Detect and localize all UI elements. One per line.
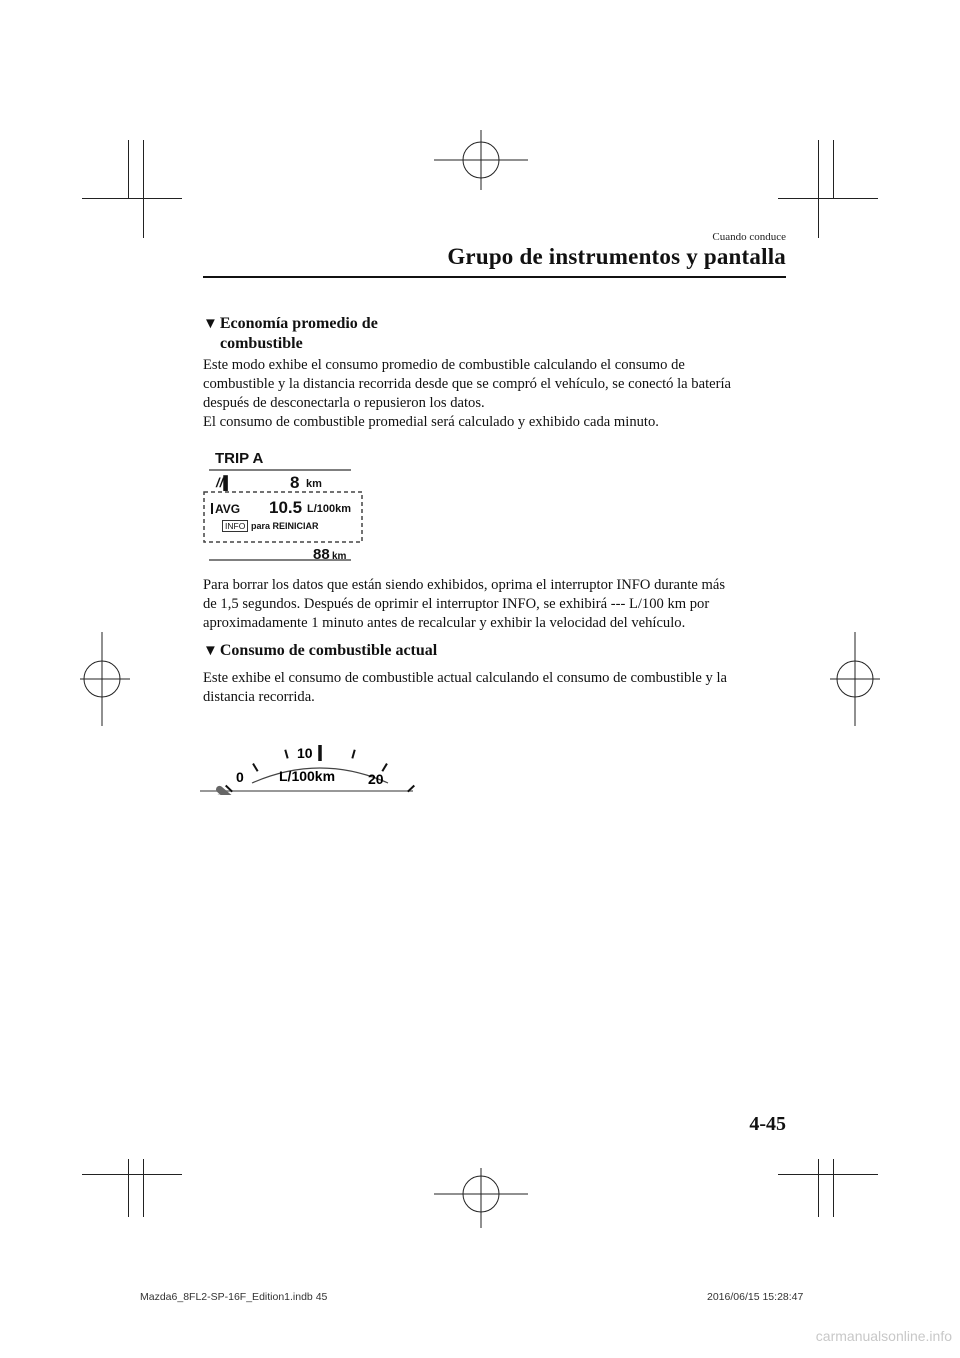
text-line: El consumo de combustible promedial será calculado y exhibido cada minuto. [203, 414, 659, 430]
heading-line: Economía promedio de [219, 315, 378, 332]
range-value: 8 [290, 473, 300, 492]
paragraph-current-consumption [203, 669, 788, 707]
text-line: de 1,5 segundos. Después de oprimir el interruptor INFO, se exhibirá --- L/100 km por [203, 596, 710, 612]
gauge-tick [253, 764, 258, 772]
odometer-value: 88 [313, 546, 330, 563]
triangle-bullet-icon: ▼ [203, 643, 218, 659]
text-line: aproximadamente 1 minuto antes de recalcular y exhibir la velocidad del vehículo. [203, 615, 686, 631]
section-label: Cuando conduce [712, 231, 786, 243]
registration-mark-bottom [434, 1168, 528, 1228]
text-line: combustible y la distancia recorrida desde que se compró el vehículo, se conectó la batería [203, 376, 732, 392]
watermark: carmanualsonline.info [815, 1328, 952, 1344]
fuel-gauge-illustration [200, 725, 415, 795]
section-heading-current-consumption [203, 641, 437, 661]
avg-label: AVG [215, 502, 241, 516]
section-heading-average-economy [203, 314, 378, 353]
registration-mark-top [434, 130, 528, 190]
odometer-unit: km [332, 551, 347, 562]
gauge-tick [352, 750, 354, 759]
title-rule [203, 276, 786, 278]
page-number: 4-45 [749, 1113, 786, 1135]
triangle-bullet-icon: ▼ [203, 316, 218, 332]
text-line: Este modo exhibe el consumo promedio de combustible calculando el consumo de [203, 357, 685, 373]
registration-mark-right [830, 632, 880, 726]
paragraph-reset-instructions [203, 576, 788, 633]
page-title: Grupo de instrumentos y pantalla [447, 244, 786, 269]
text-line: Para borrar los datos que están siendo exhibidos, oprima el interruptor INFO durante más [203, 577, 726, 593]
reset-text: para REINICIAR [251, 521, 319, 531]
text-line: después de desconectarla o repusieron los datos. [203, 395, 485, 411]
fuel-range-icon: //▌ [216, 475, 233, 490]
info-badge: INFO [222, 520, 248, 532]
trip-label: TRIP A [215, 450, 264, 467]
avg-unit: L/100km [307, 503, 352, 515]
gauge-min-label: 0 [236, 769, 244, 785]
gauge-unit-label: L/100km [279, 768, 336, 784]
footer-timestamp: 2016/06/15 15:28:47 [707, 1291, 804, 1303]
gauge-max-label: 20 [368, 771, 384, 787]
range-unit: km [306, 478, 322, 490]
avg-bar-icon [211, 503, 213, 514]
registration-mark-left [80, 632, 130, 726]
paragraph-average-economy [203, 356, 788, 432]
gauge-needle [220, 789, 247, 795]
text-line: distancia recorrida. [203, 689, 315, 705]
trip-display-illustration [203, 448, 365, 573]
gauge-tick [285, 750, 287, 759]
footer-file: Mazda6_8FL2-SP-16F_Edition1.indb 45 [140, 1291, 328, 1303]
gauge-mid-label: 10 [297, 745, 313, 761]
heading-line: combustible [220, 335, 303, 352]
avg-value: 10.5 [269, 498, 303, 517]
text-line: Este exhibe el consumo de combustible actual calculando el consumo de combustible y la [203, 670, 728, 686]
heading-line: Consumo de combustible actual [219, 642, 438, 659]
